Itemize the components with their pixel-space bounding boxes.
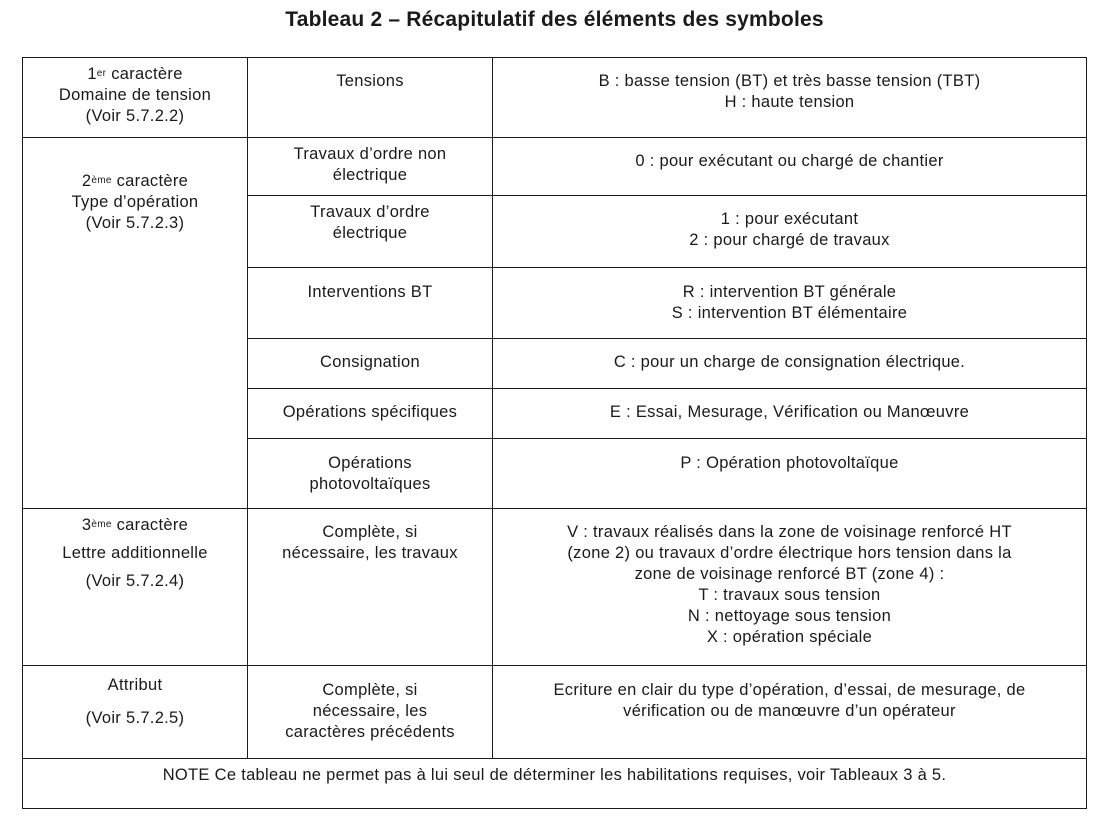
- category-label: Travaux d’ordre non: [293, 145, 447, 163]
- ordinal-suffix: ème: [91, 519, 112, 530]
- row-header-label: Domaine de tension: [58, 86, 212, 104]
- code-line: 0 : pour exécutant ou chargé de chantier: [635, 152, 944, 170]
- char-word: caractère: [111, 65, 183, 83]
- code-line: B : basse tension (BT) et très basse tension (TBT): [598, 72, 981, 90]
- section-reference: (Voir 5.7.2.2): [85, 107, 185, 125]
- category-label: Complète, si: [322, 681, 418, 699]
- code-line: zone de voisinage renforcé BT (zone 4) :: [634, 565, 945, 583]
- section-reference: (Voir 5.7.2.4): [85, 572, 185, 590]
- code-cell: [493, 339, 1087, 389]
- row-header-cell: [23, 138, 248, 509]
- category-cell: [248, 196, 493, 268]
- code-line: vérification ou de manœuvre d’un opérateur: [623, 702, 956, 720]
- code-cell: [493, 268, 1087, 339]
- table-row: [23, 138, 1087, 196]
- category-label: Opérations: [328, 454, 412, 472]
- table-title: Tableau 2 – Récapitulatif des éléments des symboles: [285, 8, 824, 31]
- code-line: (zone 2) ou travaux d’ordre électrique hors tension dans la: [567, 544, 1012, 562]
- row-header-label: Attribut: [107, 676, 163, 694]
- category-label: électrique: [332, 224, 408, 242]
- code-cell: [493, 138, 1087, 196]
- code-line: X : opération spéciale: [706, 628, 873, 646]
- char-word: caractère: [116, 172, 189, 190]
- ordinal-suffix: er: [96, 68, 107, 79]
- category-cell: [248, 439, 493, 509]
- table-row: [23, 759, 1087, 809]
- category-label: Tensions: [336, 72, 404, 90]
- code-line: R : intervention BT générale: [682, 283, 897, 301]
- summary-table: [22, 57, 1087, 809]
- category-cell: [248, 268, 493, 339]
- category-label: Opérations spécifiques: [282, 403, 458, 421]
- code-cell: [493, 439, 1087, 509]
- category-cell: [248, 389, 493, 439]
- row-header-cell: [23, 509, 248, 666]
- category-cell: [248, 339, 493, 389]
- char-number: 3: [81, 516, 92, 534]
- table-row: [23, 666, 1087, 759]
- category-cell: [248, 138, 493, 196]
- category-label: Consignation: [320, 353, 420, 371]
- code-line: Ecriture en clair du type d’opération, d’essai, de mesurage, de: [553, 681, 1026, 699]
- code-line: N : nettoyage sous tension: [687, 607, 892, 625]
- char-number: 1: [87, 65, 97, 83]
- row-header-cell: [23, 666, 248, 759]
- category-label: Travaux d’ordre: [310, 203, 430, 221]
- code-line: S : intervention BT élémentaire: [671, 304, 908, 322]
- code-line: T : travaux sous tension: [698, 586, 881, 604]
- char-number: 2: [81, 172, 92, 190]
- category-label: Complète, si: [322, 523, 418, 541]
- code-cell: [493, 58, 1087, 138]
- code-line: 2 : pour chargé de travaux: [689, 231, 890, 249]
- code-cell: [493, 509, 1087, 666]
- category-label: caractères précédents: [285, 723, 455, 741]
- char-word: caractère: [116, 516, 189, 534]
- code-line: 1 : pour exécutant: [720, 210, 859, 228]
- table-note: NOTE Ce tableau ne permet pas à lui seul de déterminer les habilitations requises, voir Tableaux 3 à 5.: [23, 759, 1087, 809]
- category-label: nécessaire, les travaux: [282, 544, 458, 562]
- code-line: C : pour un charge de consignation électrique.: [613, 353, 966, 371]
- category-cell: [248, 666, 493, 759]
- category-label: nécessaire, les: [312, 702, 428, 720]
- category-label: Interventions BT: [307, 283, 433, 301]
- code-cell: [493, 196, 1087, 268]
- code-line: P : Opération photovoltaïque: [680, 454, 899, 472]
- category-label: photovoltaïques: [309, 475, 431, 493]
- code-cell: [493, 389, 1087, 439]
- table-row: [23, 58, 1087, 138]
- category-cell: [248, 509, 493, 666]
- code-line: H : haute tension: [724, 93, 855, 111]
- category-label: électrique: [332, 166, 408, 184]
- row-header-label: Lettre additionnelle: [62, 544, 208, 562]
- row-header-cell: [23, 58, 248, 138]
- category-cell: [248, 58, 493, 138]
- code-line: V : travaux réalisés dans la zone de voisinage renforcé HT: [567, 523, 1012, 541]
- row-header-label: Type d’opération: [71, 193, 199, 211]
- code-line: E : Essai, Mesurage, Vérification ou Manœuvre: [609, 403, 970, 421]
- code-cell: [493, 666, 1087, 759]
- section-reference: (Voir 5.7.2.3): [85, 214, 185, 232]
- ordinal-suffix: ème: [91, 175, 112, 186]
- section-reference: (Voir 5.7.2.5): [85, 709, 185, 727]
- table-row: [23, 509, 1087, 666]
